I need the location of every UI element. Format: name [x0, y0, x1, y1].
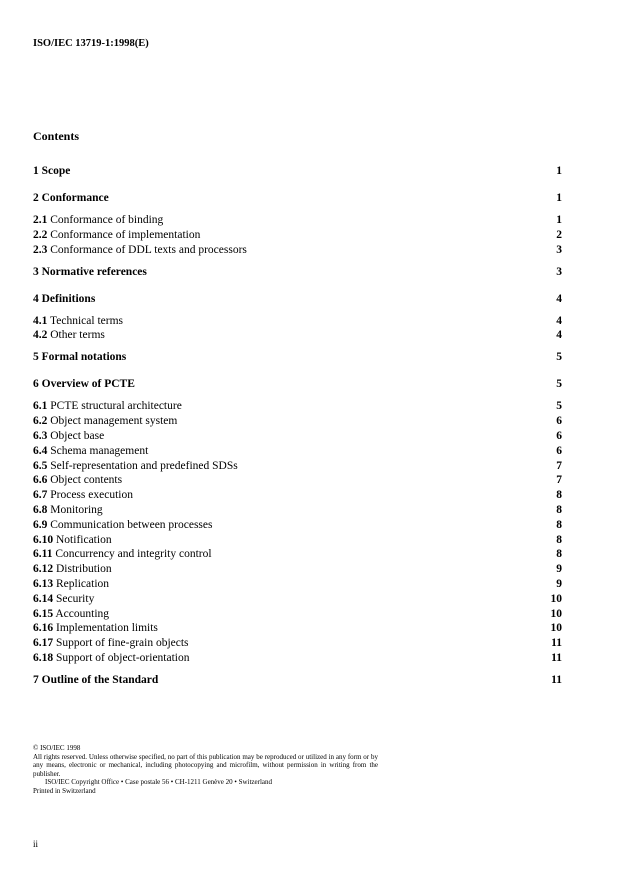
toc-entry-page: 1	[556, 192, 562, 204]
toc-entry-label	[33, 518, 213, 532]
toc-entry-label	[33, 607, 109, 621]
toc-entry-label	[33, 488, 133, 502]
toc-entry-title: Formal notations	[41, 351, 127, 364]
toc-entry-page: 3	[556, 265, 562, 278]
toc-entry-label	[33, 533, 112, 547]
toc-entry-page: 7	[556, 474, 562, 487]
toc-entry-label	[33, 377, 135, 391]
toc-entry-title: Scope	[41, 165, 71, 177]
toc-entry	[33, 213, 562, 227]
toc-entry-title: Notification	[56, 533, 112, 546]
toc-entry-title: PCTE structural architecture	[50, 400, 182, 413]
contents-heading: Contents	[33, 129, 80, 143]
toc-entry	[33, 314, 562, 328]
toc-entry-page: 3	[556, 243, 562, 256]
toc-entry-label	[33, 562, 112, 576]
toc-entry	[33, 164, 562, 178]
toc-entry-title: Conformance	[41, 192, 109, 204]
toc-entry-title: Other terms	[50, 329, 105, 342]
toc-entry-number: 3	[33, 265, 39, 278]
toc-entry	[33, 577, 562, 591]
toc-entry	[33, 651, 562, 665]
toc-entry-page: 8	[556, 518, 562, 531]
toc-entry-page: 9	[556, 578, 562, 590]
toc-entry-number: 6.16	[33, 622, 54, 635]
toc-entry	[33, 444, 562, 458]
toc-entry-label	[33, 473, 122, 487]
toc-entry-label	[33, 414, 177, 428]
toc-entry	[33, 399, 562, 413]
toc-entry	[33, 429, 562, 443]
toc-entry-label	[33, 621, 158, 635]
toc-entry	[33, 673, 562, 687]
toc-entry-number: 6.3	[33, 430, 48, 442]
toc-entry-title: Outline of the Standard	[41, 674, 159, 686]
toc-entry-page: 1	[556, 214, 562, 226]
toc-entry-label	[33, 243, 247, 257]
toc-entry-number: 2.3	[33, 243, 48, 256]
toc-entry-label	[33, 213, 163, 227]
toc-entry	[33, 533, 562, 547]
toc-entry-page: 7	[556, 459, 562, 472]
toc-entry-label	[33, 292, 95, 306]
toc-entry-number: 2.2	[33, 228, 48, 241]
toc-entry	[33, 592, 562, 606]
toc-entry-number: 6.4	[33, 444, 48, 457]
printed-in: Printed in Switzerland	[33, 786, 96, 795]
toc-entry-number: 7	[33, 674, 39, 686]
toc-entry-title: Replication	[56, 578, 110, 590]
toc-entry-number: 6.15	[33, 607, 54, 620]
toc-entry-number: 6.10	[33, 533, 54, 546]
toc-entry-page: 1	[556, 165, 562, 177]
toc-entry-label	[33, 228, 200, 242]
toc-entry-label	[33, 328, 105, 342]
toc-entry-page: 8	[556, 489, 562, 502]
toc-entry	[33, 488, 562, 502]
toc-entry-title: Distribution	[56, 563, 112, 576]
toc-entry	[33, 607, 562, 621]
toc-entry	[33, 328, 562, 342]
toc-entry-number: 6.13	[33, 578, 54, 590]
toc-entry-page: 8	[556, 533, 562, 546]
toc-entry-page: 8	[556, 504, 562, 516]
toc-entry-label	[33, 399, 182, 413]
toc-entry-title: Implementation limits	[56, 622, 158, 635]
toc-entry-label	[33, 577, 109, 591]
toc-entry-number: 6.17	[33, 637, 54, 650]
toc-entry	[33, 503, 562, 517]
toc-entry-page: 10	[550, 592, 562, 605]
toc-entry-page: 9	[556, 563, 562, 576]
toc-entry-number: 6.14	[33, 592, 54, 605]
toc-entry-number: 6.12	[33, 563, 54, 576]
toc-entry	[33, 562, 562, 576]
toc-entry-title: Overview of PCTE	[41, 378, 135, 391]
copyright-legal-text: All rights reserved. Unless otherwise specified, no part of this publication may be reproduced or utilized in any form or by any means, electronic or mechanical, including photocopying and microfilm, without permission in writing from the publisher.	[33, 752, 378, 778]
toc-entry	[33, 621, 562, 635]
toc-entry-title: Support of fine-grain objects	[56, 637, 189, 650]
toc-entry-page: 10	[550, 607, 562, 620]
toc-entry-number: 6.8	[33, 504, 48, 516]
toc-entry-title: Definitions	[41, 292, 96, 305]
toc-entry-title: Support of object-orientation	[56, 652, 190, 664]
toc-entry-page: 11	[551, 652, 562, 664]
toc-entry	[33, 191, 562, 205]
toc-entry-title: Object contents	[50, 474, 123, 487]
toc-entry-title: Schema management	[50, 444, 149, 457]
toc-entry-number: 6.5	[33, 459, 48, 472]
toc-entry-label	[33, 265, 147, 279]
toc-entry-title: Conformance of DDL texts and processors	[50, 243, 247, 256]
toc-entry-number: 6.2	[33, 415, 48, 428]
toc-entry-title: Monitoring	[50, 504, 103, 516]
toc-entry-number: 4.2	[33, 329, 48, 342]
toc-entry-number: 6.9	[33, 518, 48, 531]
toc-entry-label	[33, 164, 70, 178]
toc-entry-page: 8	[556, 548, 562, 561]
toc-entry-number: 2	[33, 192, 39, 204]
toc-entry-number: 2.1	[33, 214, 48, 226]
toc-entry-page: 4	[556, 314, 562, 327]
toc-entry-page: 6	[556, 444, 562, 457]
toc-entry-title: Security	[56, 592, 95, 605]
copyright-office: ISO/IEC Copyright Office • Case postale 56 • CH-1211 Genève 20 • Switzerland	[45, 778, 273, 787]
toc-entry-title: Concurrency and integrity control	[55, 548, 212, 561]
toc-entry-number: 6.7	[33, 489, 48, 502]
toc-entry-title: Process execution	[50, 489, 133, 502]
copyright-symbol-line: © ISO/IEC 1998	[33, 744, 81, 752]
toc-entry-page: 11	[551, 674, 562, 686]
toc-entry-title: Self-representation and predefined SDSs	[50, 459, 238, 472]
toc-entry-page: 6	[556, 430, 562, 442]
toc-entry-number: 4	[33, 292, 39, 305]
toc-entry-label	[33, 459, 238, 473]
toc-entry-label	[33, 673, 158, 687]
toc-entry-page: 4	[556, 329, 562, 342]
page-number: ii	[33, 839, 39, 849]
toc-entry-label	[33, 503, 103, 517]
toc-entry-number: 6.6	[33, 474, 48, 487]
toc-entry-title: Communication between processes	[50, 518, 213, 531]
toc-entry-label	[33, 444, 148, 458]
toc-entry-title: Object base	[50, 430, 105, 442]
toc-entry	[33, 518, 562, 532]
toc-entry-title: Conformance of binding	[50, 214, 164, 226]
toc-entry	[33, 377, 562, 391]
copyright-notice	[33, 744, 378, 796]
toc-entry-title: Technical terms	[50, 314, 123, 327]
toc-entry-page: 11	[551, 637, 562, 650]
toc-entry-label	[33, 191, 109, 205]
toc-entry-number: 4.1	[33, 314, 48, 327]
toc-entry-page: 6	[556, 415, 562, 428]
toc-entry-number: 6.11	[33, 548, 53, 561]
toc-entry	[33, 547, 562, 561]
toc-entry	[33, 350, 562, 364]
toc-entry	[33, 228, 562, 242]
toc-entry-page: 10	[550, 622, 562, 635]
toc-entry-page: 5	[556, 400, 562, 413]
toc-entry-number: 6.18	[33, 652, 54, 664]
toc-entry	[33, 473, 562, 487]
toc-entry-title: Object management system	[50, 415, 178, 428]
toc-entry-label	[33, 651, 190, 665]
toc-entry-title: Accounting	[55, 607, 110, 620]
toc-entry-number: 6	[33, 378, 39, 391]
toc-entry-number: 1	[33, 165, 39, 177]
toc-entry-label	[33, 429, 104, 443]
toc-entry-page: 5	[556, 351, 562, 364]
toc-entry-page: 4	[556, 292, 562, 305]
toc-entry-number: 5	[33, 351, 39, 364]
toc-entry-label	[33, 592, 94, 606]
toc-entry	[33, 265, 562, 279]
toc-entry-label	[33, 636, 189, 650]
toc-entry	[33, 243, 562, 257]
toc-entry	[33, 636, 562, 650]
toc-entry-label	[33, 547, 212, 561]
toc-entry-number: 6.1	[33, 400, 48, 413]
toc-entry-page: 2	[556, 228, 562, 241]
document-id: ISO/IEC 13719-1:1998(E)	[33, 38, 149, 49]
toc-entry	[33, 459, 562, 473]
toc-entry	[33, 414, 562, 428]
toc-entry-title: Normative references	[41, 265, 147, 278]
toc-entry-label	[33, 350, 126, 364]
toc-entry-page: 5	[556, 378, 562, 391]
toc-entry-label	[33, 314, 123, 328]
toc-entry-title: Conformance of implementation	[50, 228, 201, 241]
toc-entry	[33, 292, 562, 306]
